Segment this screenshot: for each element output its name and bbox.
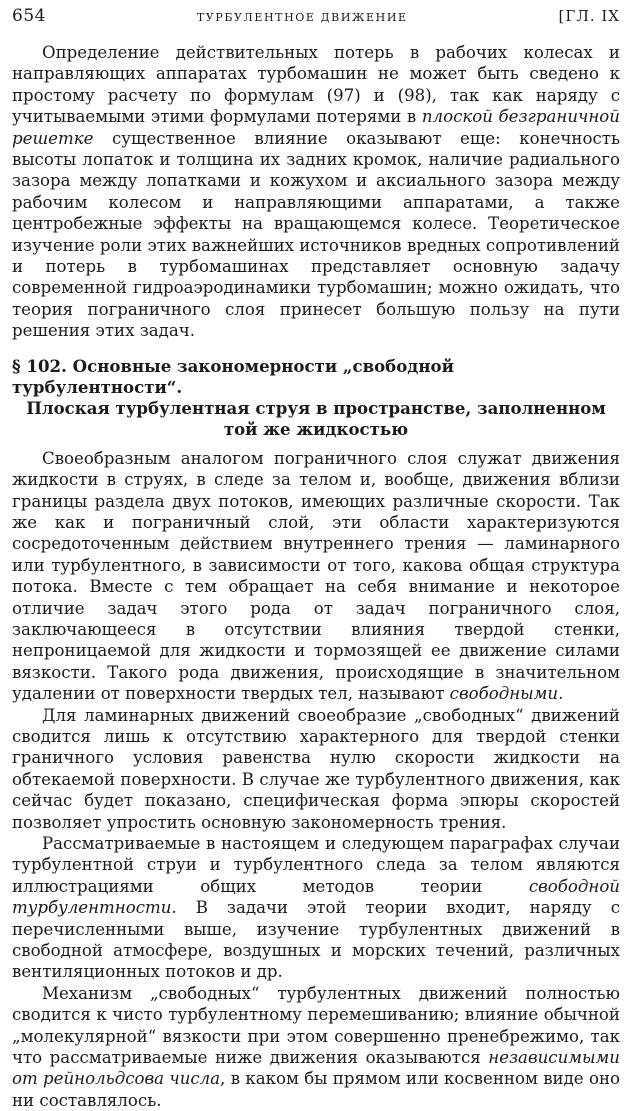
running-title: ТУРБУЛЕНТНОЕ ДВИЖЕНИЕ <box>196 11 408 24</box>
paragraph-4 <box>12 833 620 983</box>
paragraph-2-text-end: . <box>558 684 564 704</box>
paragraph-1-text: Определение действительных потерь в рабочих колесах и направляющих аппаратах турбомашин не может быть сведено к простому расчету по формулам (97) и (98), так как наряду с учитываемыми этими формулами потерями в <box>12 43 620 127</box>
chapter-label: [ГЛ. IX <box>558 7 620 25</box>
section-heading-line-1: § 102. Основные закономерности „свободной турбулентности“. <box>12 355 454 397</box>
page-number: 654 <box>12 6 46 26</box>
running-head <box>12 6 620 36</box>
paragraph-3 <box>12 705 620 833</box>
paragraph-2 <box>12 448 620 705</box>
section-heading-line-3: той же жидкостью <box>223 418 409 439</box>
paragraph-5-text-end: , в каком бы прямом или косвенном виде оно ни составлялось. <box>12 1069 620 1110</box>
paragraph-1-text-end: существенное влияние оказывают еще: конечность высоты лопаток и толщина их задних кромок, наличие радиального зазора между лопатками и кожухом и аксиального зазора между рабочим колесом и направляющими аппаратами, а также центробежные эффекты на вращающемся колесе. Теоретическое изучение роли этих важнейших источников вредных сопротивлений и потерь в турбомашинах представляет основную задачу современной гидроаэродинамики турбомашин; можно ожидать, что теория пограничного слоя принесет большую пользу на пути решения этих задач. <box>12 128 620 341</box>
paragraph-2-text: Своеобразным аналогом пограничного слоя служат движения жидкости в струях, в следе за телом и, вообще, движения вблизи границы раздела двух потоков, имеющих различные скорости. Так же как и пограничный слой, эти области характеризуются сосредоточенным действием внутреннего трения — ламинарного или турбулентного, в зависимости от того, какова общая структура потока. Вместе с тем обращает на себя внимание и некоторое отличие задач этого рода от задач пограничного слоя, заключающееся в отсутствии влияния твердой стенки, непроницаемой для жидкости и тормозящей ее движение силами вязкости. Такого рода движения, происходящие в значительном удалении от поверхности твердых тел, называют <box>12 448 620 704</box>
section-heading <box>12 356 620 440</box>
paragraph-4-text: Рассматриваемые в настоящем и следующем параграфах случаи турбулентной струи и турбулентного следа за телом являются иллюстрациями общих методов теории <box>12 834 620 896</box>
paragraph-4-text-end: . В задачи этой теории входит, наряду с перечисленными выше, изучение турбулентных движений в свободной атмосфере, воздушных и морских течений, различных вентиляционных потоков и др. <box>12 898 620 982</box>
paragraph-1 <box>12 42 620 342</box>
paragraph-1-emphasis: плоской безграничной решетке <box>12 107 620 148</box>
paragraph-3-text: Для ламинарных движений своеобразие „свободных“ движений сводится лишь к отсутствию характерного для твердой стенки граничного условия равенства нулю скорости жидкости на обтекаемой поверхности. В случае же турбулентного движения, как сейчас будет показано, специфическая форма эпюры скоростей позволяет упростить основную закономерность трения. <box>12 705 620 832</box>
paragraph-2-emphasis: свободными <box>449 684 559 704</box>
section-heading-line-2: Плоская турбулентная струя в пространстве, заполненном <box>26 397 606 418</box>
paragraph-5-emphasis: независимыми от рейнольдсова числа <box>12 1048 620 1089</box>
paragraph-5-text: Механизм „свободных“ турбулентных движений полностью сводится к чисто турбулентному перемешиванию; влияние обычной „молекулярной“ вязкости при этом совершенно пренебрежимо, так что рассматриваемые ниже движения оказываются <box>12 983 620 1068</box>
paragraph-4-emphasis: свободной турбулентности <box>12 876 620 918</box>
paragraph-5 <box>12 983 620 1111</box>
